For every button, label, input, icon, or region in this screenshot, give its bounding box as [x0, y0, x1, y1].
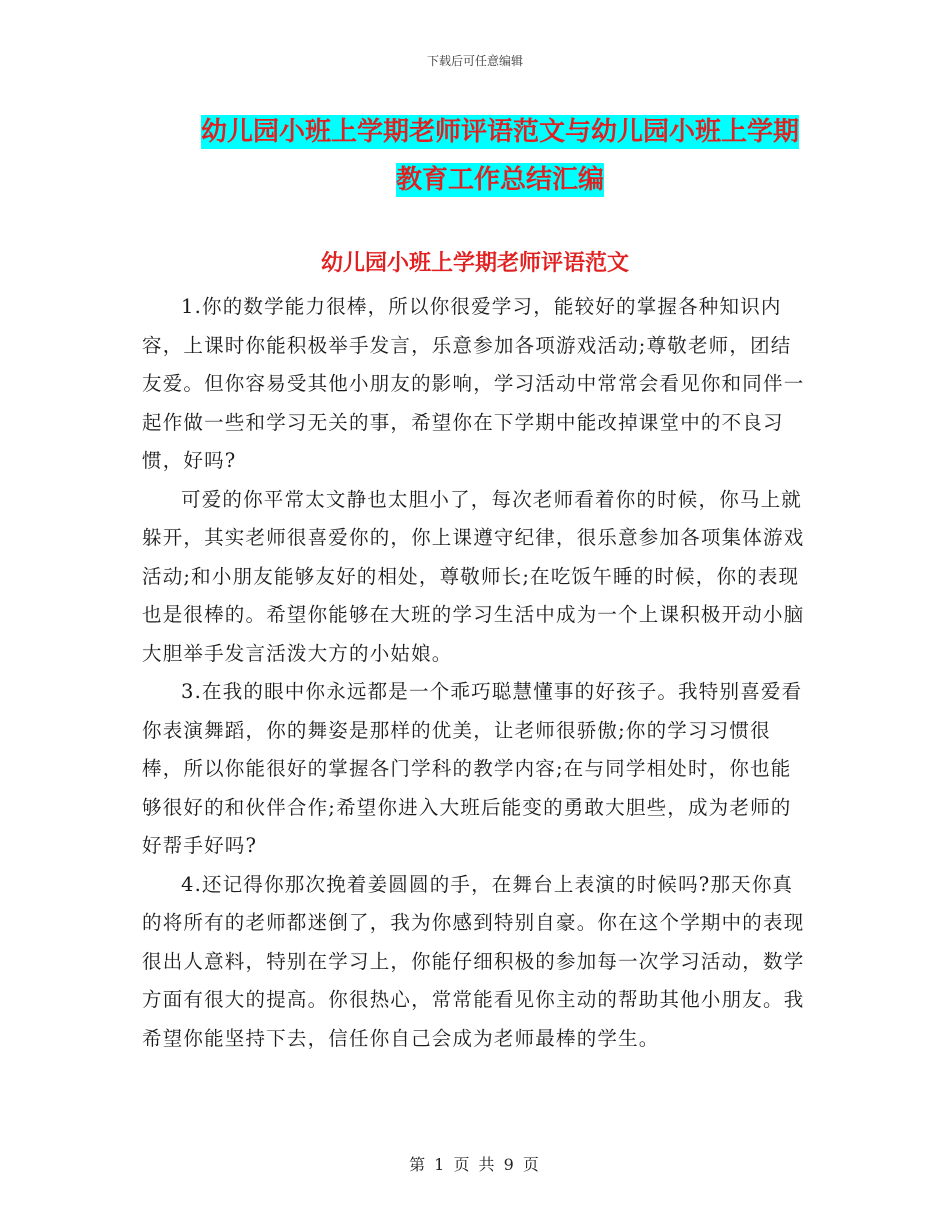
page-footer: 第 1 页 共 9 页	[409, 1155, 541, 1174]
paragraph-4: 4.还记得你那次挽着姜圆圆的手，在舞台上表演的时候吗?那天你真的将所有的老师都迷倒了，我为你感到特别自豪。你在这个学期中的表现很出人意料，特别在学习上，你能仔细积极的参加每一次学习活动，数学方面有很大的提高。你很热心，常常能看见你主动的帮助其他小朋友。我希望你能坚持下去，信任你自己会成为老师最棒的学生。	[142, 872, 805, 1050]
paragraph-3: 3.在我的眼中你永远都是一个乖巧聪慧懂事的好孩子。我特别喜爱看你表演舞蹈，你的舞姿是那样的优美，让老师很骄傲;你的学习习惯很棒，所以你能很好的掌握各门学科的教学内容;在与同学相处时，你也能够很好的和伙伴合作;希望你进入大班后能变的勇敢大胆些，成为老师的好帮手好吗?	[142, 680, 803, 857]
document-title	[120, 108, 880, 204]
section-title: 幼儿园小班上学期老师评语范文	[320, 251, 629, 276]
title-line-2: 教育工作总结汇编	[395, 165, 604, 195]
paragraph-2: 可爱的你平常太文静也太胆小了，每次老师看着你的时候，你马上就躲开，其实老师很喜爱你的，你上课遵守纪律，很乐意参加各项集体游戏活动;和小朋友能够友好的相处，尊敬师长;在吃饭午睡的时候，你的表现也是很棒的。希望你能够在大班的学习生活中成为一个上课积极开动小脑大胆举手发言活泼大方的小姑娘。	[142, 487, 805, 665]
title-line-1: 幼儿园小班上学期老师评语范文与幼儿园小班上学期	[200, 117, 799, 147]
paragraph-1: 1.你的数学能力很棒，所以你很爱学习，能较好的掌握各种知识内容，上课时你能积极举手发言，乐意参加各项游戏活动;尊敬老师，团结友爱。但你容易受其他小朋友的影响，学习活动中常常会看见你和同伴一起作做一些和学习无关的事，希望你在下学期中能改掉课堂中的不良习惯，好吗?	[142, 295, 805, 472]
header-note: 下载后可任意编辑	[426, 54, 523, 68]
document-body	[142, 288, 812, 1058]
